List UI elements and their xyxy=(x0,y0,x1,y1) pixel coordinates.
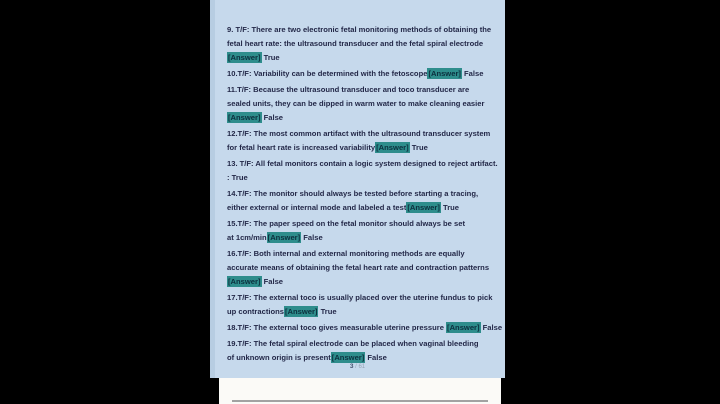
question xyxy=(227,83,503,125)
question-text: 12.T/F: The most common artifact with the ultrasound transducer system xyxy=(227,129,491,138)
question xyxy=(227,67,503,81)
question-text: for fetal heart rate is increased variability xyxy=(227,143,376,152)
answer-tag: [Answer] xyxy=(447,323,480,332)
page-number-total: / 61 xyxy=(353,364,366,370)
document-page[interactable] xyxy=(210,0,505,378)
question xyxy=(227,247,503,289)
question-text: 14.T/F: The monitor should always be tested before starting a tracing, xyxy=(227,189,479,198)
answer-tag: [Answer] xyxy=(228,53,261,62)
question-line xyxy=(227,305,503,319)
question-text: at 1cm/min xyxy=(227,233,267,242)
answer-tag: [Answer] xyxy=(267,233,301,242)
question-text: 13. T/F: All fetal monitors contain a logic system designed to reject artifact. xyxy=(227,159,498,168)
answer-tag: [Answer] xyxy=(228,113,261,122)
answer-value: : True xyxy=(227,173,248,182)
page-left-edge xyxy=(210,0,215,378)
answer-tag: [Answer] xyxy=(331,353,365,362)
page-number xyxy=(210,362,505,372)
next-page-divider-line xyxy=(232,400,488,402)
question-text: 19.T/F: The fetal spiral electrode can be placed when vaginal bleeding xyxy=(227,339,479,348)
question-line xyxy=(227,83,503,97)
answer-tag: [Answer] xyxy=(407,203,440,212)
question-line xyxy=(227,51,503,65)
answer-tag: [Answer] xyxy=(284,307,318,316)
question-list xyxy=(227,23,503,367)
question xyxy=(227,337,503,365)
answer-value: True xyxy=(440,203,460,212)
question-line xyxy=(227,321,503,335)
question-line xyxy=(227,23,503,37)
answer-value: False xyxy=(261,277,284,286)
question-line xyxy=(227,291,503,305)
question-text: 11.T/F: Because the ultrasound transducer and toco transducer are xyxy=(227,85,470,94)
answer-tag: [Answer] xyxy=(428,69,461,78)
question-line xyxy=(227,171,503,185)
question-line xyxy=(227,201,503,215)
answer-value: False xyxy=(480,323,503,332)
question-text: 9. T/F: There are two electronic fetal monitoring methods of obtaining the xyxy=(227,25,492,34)
answer-value: False xyxy=(301,233,323,242)
question-text: 17.T/F: The external toco is usually placed over the uterine fundus to pick xyxy=(227,293,493,302)
question-line xyxy=(227,231,503,245)
document-viewer xyxy=(210,0,505,404)
question-text: accurate means of obtaining the fetal heart rate and contraction patterns xyxy=(227,263,490,272)
question-text: 15.T/F: The paper speed on the fetal monitor should always be set xyxy=(227,219,465,228)
question-line xyxy=(227,261,503,275)
answer-value: True xyxy=(318,307,337,316)
answer-value: True xyxy=(261,53,280,62)
answer-value: False xyxy=(365,353,387,362)
question-text: 16.T/F: Both internal and external monitoring methods are equally xyxy=(227,249,465,258)
question xyxy=(227,23,503,65)
question xyxy=(227,217,503,245)
page-number-current: 3 xyxy=(349,363,354,370)
question-line xyxy=(227,247,503,261)
question-line xyxy=(227,127,503,141)
question-text: 18.T/F: The external toco gives measurable uterine pressure xyxy=(227,323,447,332)
answer-tag: [Answer] xyxy=(376,143,409,152)
question-line xyxy=(227,275,503,289)
question-line xyxy=(227,157,503,171)
question-line xyxy=(227,187,503,201)
question xyxy=(227,291,503,319)
question xyxy=(227,157,503,185)
question-text: either external or internal mode and labeled a test xyxy=(227,203,407,212)
question-line xyxy=(227,111,503,125)
answer-value: True xyxy=(409,143,428,152)
question-line xyxy=(227,217,503,231)
question-line xyxy=(227,37,503,51)
question xyxy=(227,321,503,335)
question xyxy=(227,187,503,215)
question-line xyxy=(227,97,503,111)
answer-tag: [Answer] xyxy=(228,277,261,286)
question-text: up contractions xyxy=(227,307,284,316)
question-line xyxy=(227,337,503,351)
question-line xyxy=(227,141,503,155)
question-text: sealed units, they can be dipped in warm water to make cleaning easier xyxy=(227,99,485,108)
question-line xyxy=(227,67,503,81)
question-text: of unknown origin is present xyxy=(227,353,331,362)
question xyxy=(227,127,503,155)
answer-value: False xyxy=(461,69,484,78)
answer-value: False xyxy=(261,113,284,122)
question-text: fetal heart rate: the ultrasound transducer and the fetal spiral electrode xyxy=(227,39,484,48)
next-page-preview xyxy=(219,378,501,404)
question-text: 10.T/F: Variability can be determined with the fetoscope xyxy=(227,69,428,78)
